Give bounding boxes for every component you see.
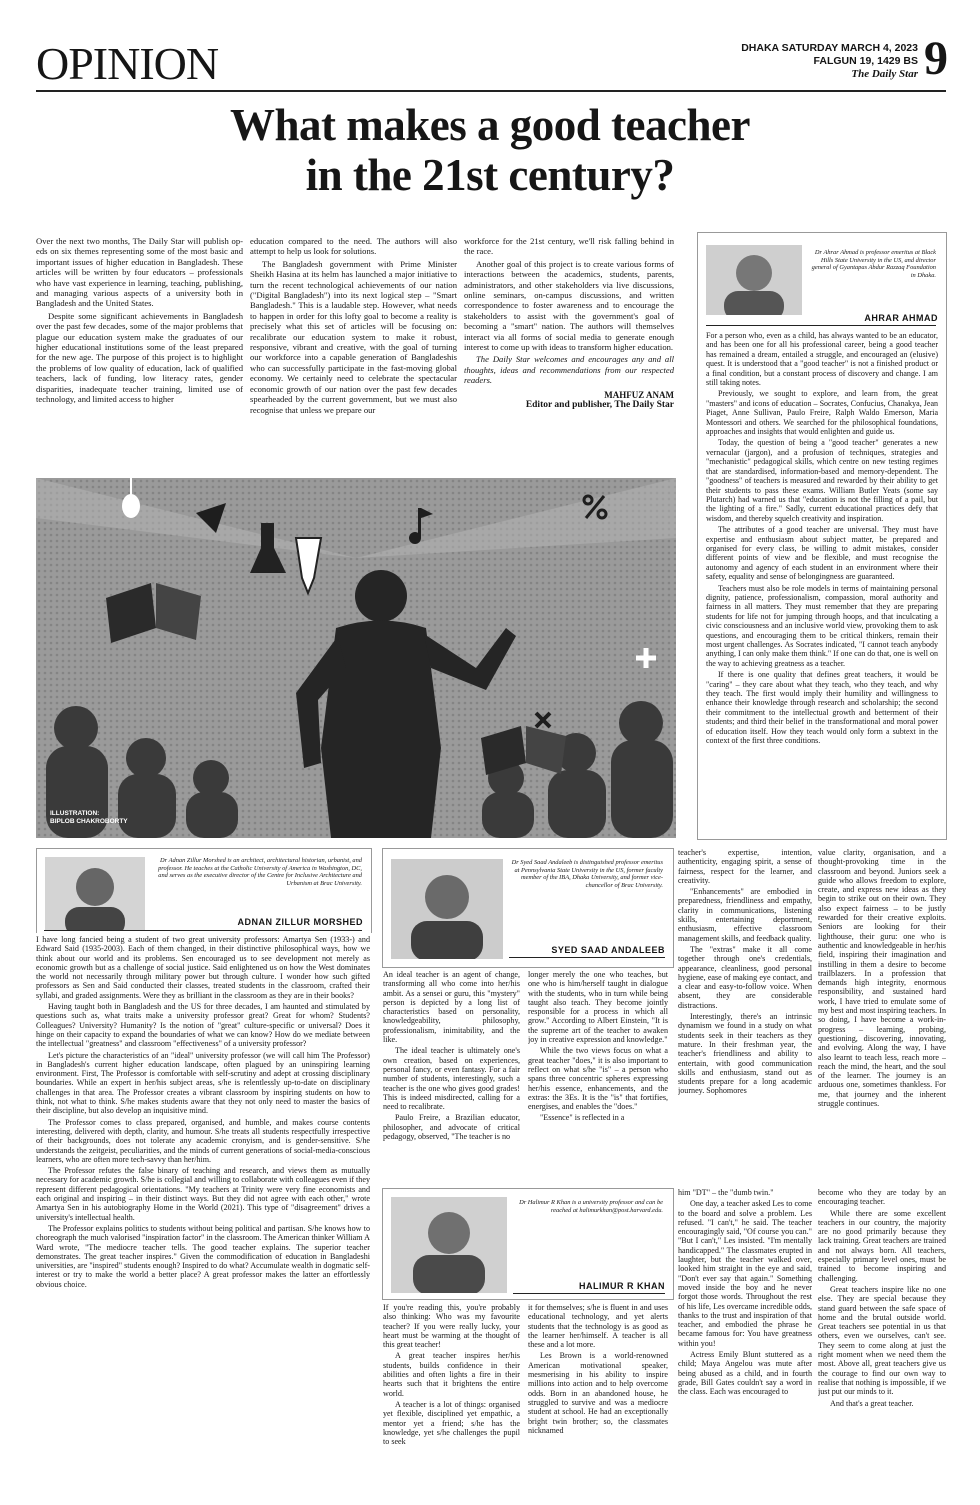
ahrar-article bbox=[697, 232, 947, 840]
halimur-column-1 bbox=[383, 1303, 520, 1498]
masthead-rule bbox=[36, 90, 946, 92]
body-paragraph: value clarity, organisation, and a thought-provoking time in the classroom and beyond. Juniors seek a guide who allows freedom to explore, create, and express new ideas as they begin to strike out on their own. They also expect fairness – to be justly rewarded for their creative exploits. Seniors are looking for their lighthouse, their guru: one who is authentic and knowledgeable in her/his field, inspiring their imagination and instilling in them a desire to become trailblazers. In a profession that demands high integrity, enormous responsibility, and sustained hard work, I have tried to emulate some of my best and most inspiring teachers. In so doing, I have become a work-in-progress – learning, probing, questioning, discovering, innovating, and evolving. Along the way, I have also learnt to teach less, reach more – reach the mind, the heart, and the soul of the learner. The journey is an arduous one, sometimes thankless. For me, that journey and the inherent struggle continues. bbox=[818, 848, 946, 1109]
credit-label: ILLUSTRATION: bbox=[50, 810, 100, 817]
adnan-body bbox=[36, 935, 370, 1495]
illustration bbox=[36, 478, 676, 838]
author-byline: AHRAR AHMAD bbox=[864, 313, 938, 323]
body-paragraph: For a person who, even as a child, has always wanted to be an educator, and has been one for all his professional career, being a good teacher has remained a dream, entailed a struggle, and encouraged an (elusive) quest. It is understood that a "good teacher" is not a finished product or a final condition, but a constant process of discovery and change. I am still taking notes. bbox=[706, 331, 938, 388]
credit-name: BIPLOB CHAKROBORTY bbox=[50, 818, 128, 825]
body-paragraph: Previously, we sought to explore, and learn from, the great "masters" and icons of education – Socrates, Confucius, Chanakya, Jean Piaget, Anne Sullivan, Paulo Freire, Ralph Waldo Emerson, Maria Montessori and others. We searched for the philosophical foundations, approaches and insights that would enlighten and guide us. bbox=[706, 389, 938, 437]
author-bio: Dr Adnan Zillur Morshed is an architect, architectural historian, urbanist, and professor. He teaches at the Catholic University of America in Washington, DC, and serves as the executive director of the Centre for Inclusive Architecture and Urbanism at Brac University. bbox=[158, 857, 362, 887]
byline-rule bbox=[44, 930, 362, 931]
body-paragraph: longer merely the one who teaches, but one who is him/herself taught in dialogue with the students, who in turn while being taught also teach. They become jointly responsible for a process in which all grow." According to Albert Einstein, "It is the supreme art of the teacher to awaken joy in creative expression and knowledge." bbox=[528, 970, 668, 1045]
headline-line-2: in the 21st century? bbox=[305, 150, 675, 200]
bangla-date-text: FALGUN 19, 1429 BS bbox=[813, 55, 918, 67]
illustration-credit bbox=[50, 810, 128, 826]
saad-column-3 bbox=[678, 848, 812, 1180]
body-paragraph: Great teachers inspire like no one else. They are special because they stand guard between the safe space of home and the brutal outside world. Great teachers see potential in us that others, even we ourselves, can't see. They seem to come along at just the right moment when we need them the most. Above all, great teachers give us the courage to find our own way to realise that nothing is impossible, if we just put our minds to it. bbox=[818, 1284, 946, 1397]
body-paragraph: Les Brown is a world-renowned American motivational speaker, mesmerising in his ability to inspire millions into action and to help overcome odds. Born in an abandoned house, he struggled to survive and was a mediocre student at school. He had an exceptionally bright twin brother; so, the classmates nicknamed bbox=[528, 1351, 668, 1435]
body-paragraph: If you're reading this, you're probably also thinking: Who was my favourite teacher? If you were really lucky, your heart must be warming at the thought of this great teacher! bbox=[383, 1303, 520, 1350]
intro-paragraph: The Bangladesh government with Prime Minister Sheikh Hasina at its helm has launched a major initiative to turn the recent technological achievements of our nation ("Digital Bangladesh") into its next logical step – "Smart Bangladesh." This is a laudable step. However, what needs to happen in order for this lofty goal to become a reality is precisely what this set of articles will be focusing on: recalibrate our education system to make it robust, responsive, vibrant and creative, with the goal of turning our workforce into a capable generation of Bangladeshis who can successfully participate in the fast-moving global economy. We certainly need to celebrate the spectacular economic growth of our nation over the past few decades spearheaded by the current government, but we must also recognise that unless we prepare our bbox=[250, 258, 457, 415]
byline-rule bbox=[706, 325, 936, 326]
body-paragraph: him "DT" – the "dumb twin." bbox=[678, 1188, 774, 1197]
author-photo bbox=[391, 1197, 507, 1293]
signature-title: Editor and publisher, The Daily Star bbox=[525, 399, 674, 410]
body-paragraph: become who they are today by an encouraging teacher. bbox=[818, 1188, 946, 1207]
saad-column-2 bbox=[528, 970, 668, 1180]
paper-name: The Daily Star bbox=[851, 68, 918, 80]
body-paragraph: And that's a great teacher. bbox=[830, 1398, 914, 1408]
body-paragraph: While there are some excellent teachers in our country, the majority are no good primarily because they lack training. Great teachers are trained and not always born. All teachers, especially primary level ones, must be trained to become inspiring and challenging. bbox=[818, 1208, 946, 1283]
section-title: OPINION bbox=[36, 38, 219, 89]
body-paragraph: "Enhancements" are embodied in preparedness, friendliness and empathy, clarity in communications, listening skills, entertaining deportment, enthusiasm, effective classroom management skills, and feedback quality. bbox=[678, 887, 812, 943]
author-byline: SYED SAAD ANDALEEB bbox=[551, 945, 665, 955]
ahrar-body bbox=[706, 331, 938, 836]
date-text: DHAKA SATURDAY MARCH 4, 2023 bbox=[741, 42, 918, 54]
halimur-column-3 bbox=[678, 1188, 812, 1498]
body-paragraph: Let's picture the characteristics of an "ideal" university professor (we will call him The Professor) in Bangladesh's current higher education landscape, often plagued by an uninspiring learning environment. First, The Professor is comfortable with self-scrutiny and adept at crossing disciplinary boundaries. While an expert in her/his subject areas, s/he is relentlessly up-to-date on disciplinary challenges in that area. The Professor creates a vibrant classroom by inspiring students on how to think, not what to think. S/he makes students aware that they not only need to master the basics of their discipline, but also develop an inquisitive mind. bbox=[36, 1050, 370, 1116]
body-paragraph: teacher's expertise, intention, authenticity, engaging spirit, a sense of fairness, respect for the learner, and creativity. bbox=[678, 848, 812, 885]
body-paragraph: Today, the question of being a "good teacher" generates a new vernacular (jargon), and a profusion of techniques, strategies and "mechanistic" pedagogical skills, which centre on new testing regimes that are standardised, information-based and memory-dependent. The "goodness" of teachers is measured and rewarded by their ability to get their students to pass these exams. William Butler Yeats (some say Plutarch) had warned us that "education is not the filling of a pail, but the lighting of a fire." Sadly, current educational practices defy that wisdom, and thereby squelch creativity and inspiration. bbox=[706, 438, 938, 523]
intro-paragraph: The Daily Star welcomes and encourages any and all thoughts, ideas and recommendations from our respected readers. bbox=[464, 354, 674, 386]
halimur-column-4 bbox=[818, 1188, 946, 1498]
body-paragraph: I have long fancied being a student of two great university professors: Amartya Sen (1933-) and Edward Said (1935-2003). Each of them changed, in their distinctive philosophical ways, how we think about our world and its problems. Sen encouraged us to see development not merely as economic growth but as a challenge of social justice. Said enlightened us on how the West dominates the world not necessarily through military power but through culture. I wonder how such gifted professors as Sen and Said conducted their classes, treated students in the classroom, crafted their syllabi, and graded assignments. Were they as brilliant in the classroom as they are in their books? bbox=[36, 935, 370, 1000]
body-paragraph: Paulo Freire, a Brazilian educator, philosopher, and advocate of critical pedagogy, observed, "The teacher is no bbox=[383, 1113, 520, 1142]
headline-line-1: What makes a good teacher bbox=[230, 100, 750, 150]
halimur-header bbox=[382, 1188, 674, 1300]
body-paragraph: Having taught both in Bangladesh and the US for three decades, I am haunted and stimulated by questions such as, what traits make a university professor great? Great for whom? Students? Colleagues? University? Humanity? Is the notion of "great" culture-specific or universal? Does it hinge on their capacity to expand the boundaries of what we can know? How do we mediate between the intellectual "greatness" and classroom "effectiveness" of a university professor? bbox=[36, 1002, 370, 1049]
author-bio: Dr Ahrar Ahmad is professor emeritus at Black Hills State University in the US, and director general of Gyantapas Abdur Razzaq Foundation in Dhaka. bbox=[811, 249, 936, 279]
dateline bbox=[741, 42, 918, 81]
saad-column-1 bbox=[383, 970, 520, 1180]
byline-rule bbox=[513, 1293, 665, 1294]
body-paragraph: A teacher is a lot of things: organised yet flexible, disciplined yet empathic, a mentor yet a friend; s/he has the knowledge, yet s/he challenges the pupil to seek bbox=[383, 1399, 520, 1447]
headline bbox=[60, 100, 920, 200]
author-byline: HALIMUR R KHAN bbox=[579, 1281, 665, 1291]
page-number: 9 bbox=[924, 32, 948, 85]
intro-paragraph: Despite some significant achievements in Bangladesh over the past few decades, some of the major problems that plague our education system make the graduates of our higher educational institutions some of the least prepared for the new age. The purpose of this project is to highlight the problems of low quality of education, lack of qualified teachers, lack of funding, low literacy rates, gender disparities, inadequate teacher training, limited use of technology, and limited access to higher bbox=[36, 310, 243, 405]
body-paragraph: Actress Emily Blunt stuttered as a child; Maya Angelou was mute after being abused as a child, and in fourth grade, Bill Gates couldn't say a word in the class. Each was encouraged to bbox=[678, 1350, 812, 1397]
body-paragraph: The Professor explains politics to students without being political and partisan. S/he knows how to choreograph the much valorised "inspiration factor" in the classroom. The American thinker William A Ward wrote, "The mediocre teacher tells. The good teacher explains. The superior teacher demonstrates. The great teacher inspires." Given the commodification of education in Bangladeshi universities, are "inspired" students enough? Inspired to do what? Accumulate wealth in dogmatic self-interest or try to make the world a better place? A great professor makes the latter an effortlessly obvious choice. bbox=[36, 1223, 370, 1289]
body-paragraph: Interestingly, there's an intrinsic dynamism we found in a study on what students seek in their teachers as they mature. In their freshman year, the teacher's friendliness and ability to entertain, with good communication skills and enthusiasm, stand out as students prepare for a long academic journey. Sophomores bbox=[678, 1012, 812, 1096]
byline-rule bbox=[509, 957, 665, 958]
author-photo bbox=[391, 859, 503, 959]
body-paragraph: A great teacher inspires her/his students, builds confidence in their abilities and often lights a fire in their hearts such that it brightens the entire world. bbox=[383, 1351, 520, 1398]
body-paragraph: The Professor comes to class prepared, organised, and humble, and makes course contents interesting, delivered with depth, clarity, and humour. S/he treats all students respectfully irrespective of their backgrounds, does not tolerate any academic cronyism, and is gender-sensitive. S/he understands the zeitgeist, peculiarities, and the minds of current generations of social-media-conscious learners, who are often more tech-savvy than her/him. bbox=[36, 1117, 370, 1164]
intro-paragraph: education compared to the need. The authors will also attempt to help us look for solutions. bbox=[250, 236, 457, 257]
body-paragraph: "Essence" is reflected in a bbox=[540, 1113, 625, 1123]
author-bio: Dr Halimur R Khan is a university professor and can be reached at halimurkhan@post.harvard.edu. bbox=[519, 1199, 663, 1214]
body-paragraph: If there is one quality that defines great teachers, it would be "caring" – they care about what they teach, who they teach, and why they teach. The first would imply their humility and willingness to enhance their knowledge through research and scholarship; the second their commitment to the intellectual growth and betterment of their students; and third their belief in the transformational and moral power of education itself. How they teach would only form a subtext in the context of the first three conditions. bbox=[706, 670, 938, 746]
saad-header bbox=[382, 848, 674, 968]
body-paragraph: An ideal teacher is an agent of change, transforming all who come into her/his ambit. As a sensei or guru, this "mystery" person is depicted by a long list of characteristics based on personality, knowledgeability, philosophy, professionalism, inimitability, and the like. bbox=[383, 970, 520, 1045]
intro-column-3 bbox=[464, 236, 674, 478]
signature-name: MAHFUZ ANAM bbox=[604, 389, 674, 400]
author-bio: Dr Syed Saad Andaleeb is distinguished professor emeritus at Pennsylvania State University in the US, former faculty member of the IBA, Dhaka University, and former vice-chancellor of Brac University. bbox=[511, 859, 663, 889]
body-paragraph: it for themselves; s/he is fluent in and uses educational technology, and yet alerts students that the technology is as good as the learner her/himself. A teacher is all these and a lot more. bbox=[528, 1303, 668, 1350]
saad-column-4 bbox=[818, 848, 946, 1180]
author-photo bbox=[45, 857, 145, 931]
body-paragraph: The Professor refutes the false binary of teaching and research, and views them as mutually necessary for academic growth. S/he is collegial and willing to collaborate with colleagues even if they represent different pedagogical orientations. "My teachers at Trinity were very fine economists and each original and inspiring – in their distinct ways. But they did not agree with each other," wrote Amartya Sen in his autobiography Home in the World (2021). This type of "disagreement" drives a university's intellectual health. bbox=[36, 1166, 370, 1222]
intro-column-2 bbox=[250, 236, 457, 478]
intro-paragraph: Another goal of this project is to create various forms of interactions between the academics, students, parents, administrators, and other stakeholders via live discussions, online seminars, on-campus discussions, and written correspondence to foster awareness and to encourage the stakeholders to assist with the government's goal of becoming a "smart" nation. The authors will themselves interact via all forms of social media to generate enough interest to come up with ideas to transform higher education. bbox=[464, 258, 674, 353]
author-photo bbox=[706, 245, 802, 315]
body-paragraph: While the two views focus on what a great teacher "does," it is also important to reflect on what s/he "is" – a person who spans three concentric spheres expressing her/his essence, enhancements, and the extras: the 3Es. It is the "is" that fortifies, energises, and enables the "does." bbox=[528, 1046, 668, 1112]
intro-paragraph: workforce for the 21st century, we'll risk falling behind in the race. bbox=[464, 236, 674, 257]
adnan-article bbox=[36, 848, 372, 933]
halimur-column-2 bbox=[528, 1303, 668, 1498]
intro-column-1 bbox=[36, 236, 243, 478]
body-paragraph: The ideal teacher is ultimately one's own creation, based on experiences, personal fancy, or even fantasy. For a fair number of students, interestingly, such a teacher is the one who gives good grades! This is indeed misdirected, calling for a need to recalibrate. bbox=[383, 1046, 520, 1112]
body-paragraph: One day, a teacher asked Les to come to the board and solve a problem. Les refused. "I can't," he said. The teacher encouragingly said, "Of course you can." "But I can't," Les insisted. "I'm mentally handicapped." The classmates erupted in laughter, but the teacher walked over, looked him straight in the eye and said, "Don't ever say that again." Something moved inside the boy and he never forgot those words. Throughout the rest of his life, Les overcame incredible odds, thanks to the trust and inspiration of that teacher, and embodied the phrase he became famous for: You have greatness within you! bbox=[678, 1199, 812, 1348]
author-byline: ADNAN ZILLUR MORSHED bbox=[237, 917, 363, 927]
body-paragraph: The attributes of a good teacher are universal. They must have expertise and enthusiasm about subject matter, be prepared and organised for every class, be willing to admit mistakes, consider different points of view and be flexible, and must recognise the autonomy and agency of each student in an environment where their safety, equality and sense of belongingness are guaranteed. bbox=[706, 525, 938, 582]
intro-paragraph: Over the next two months, The Daily Star will publish op-eds on six themes representing some of the most basic and important issues of higher education in Bangladesh. These articles will be written by four educators – professionals who have vast experience in learning, teaching, publishing, and managing various aspects of a university both in Bangladesh and the United States. bbox=[36, 236, 243, 309]
body-paragraph: The "extras" make it all come together through one's credentials, appearance, cleanliness, good personal hygiene, ease of making eye contact, and a clear and easy-to-follow voice. When absent, they are considerable distractions. bbox=[678, 944, 812, 1010]
body-paragraph: Teachers must also be role models in terms of maintaining personal dignity, patience, professionalism, compassion, moral authority and fairness in all matters. They must remember that they are preparing students for life not for jumping through hoops, and that inculcating a civic consciousness and an inclusive world view, provoking them to ask questions, and encouraging them to be critical thinkers, remain their most urgent challenges. As Socrates indicated, "I cannot teach anybody anything, I can only make them think." If one can do that, one is well on the way to achieving greatness as a teacher. bbox=[706, 583, 938, 668]
